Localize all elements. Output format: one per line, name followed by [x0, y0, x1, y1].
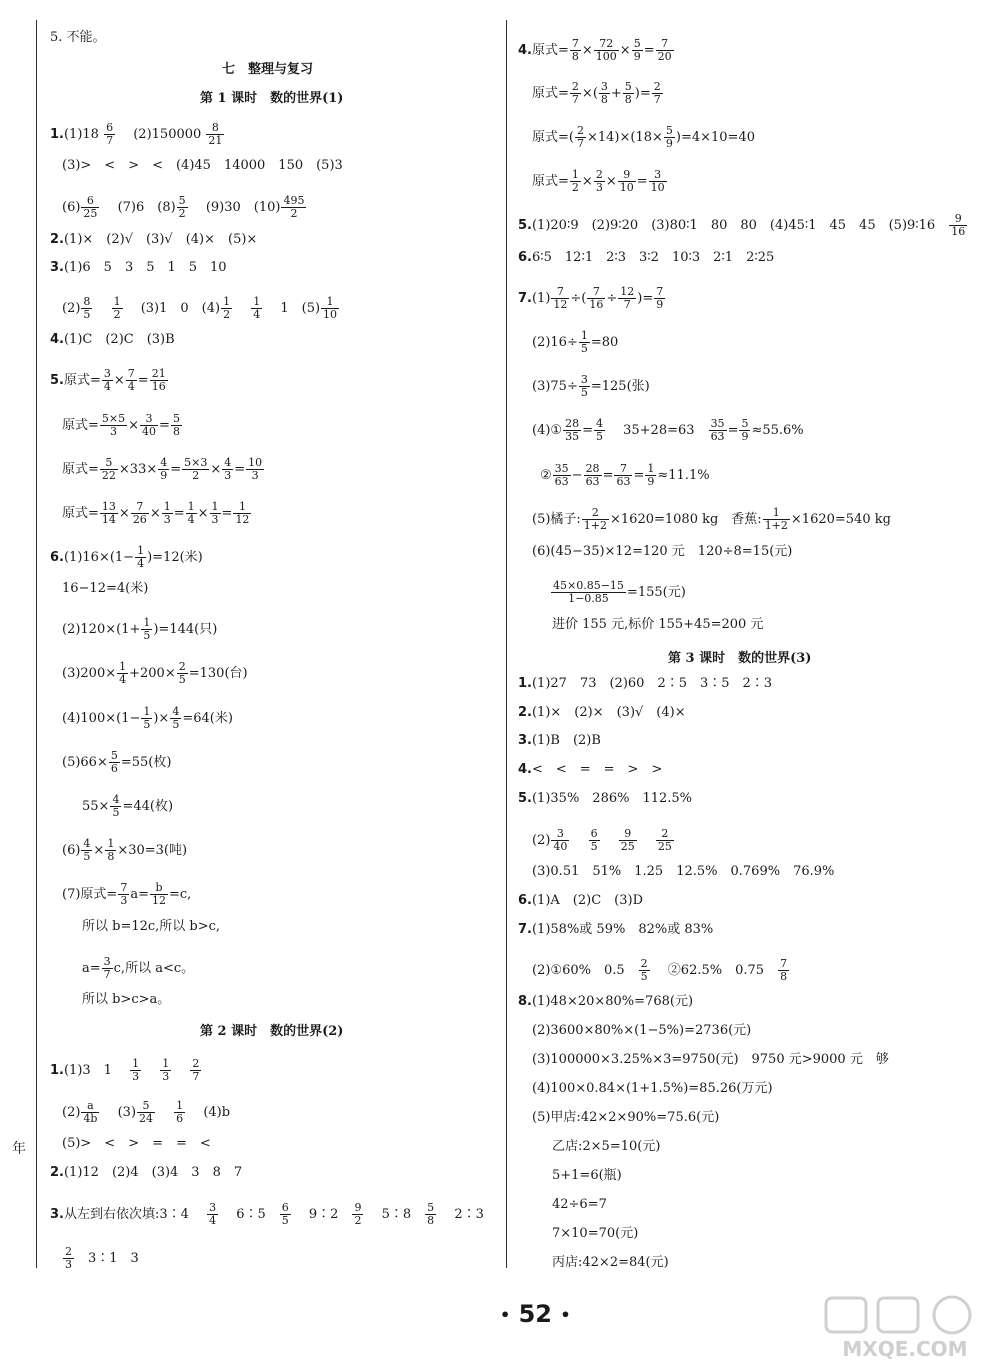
- fraction: $\frac{1}{2}$: [571, 168, 579, 194]
- l2-q3-line2: $\frac{2}{3}$ 3∶1 3: [65, 1245, 139, 1271]
- r-q4-line2: 原式= $\frac{2}{7}$ ×( $\frac{3}{8}$ + $\frac{5}{8}$ )= $\frac{2}{7}$: [532, 80, 661, 106]
- fraction: $\frac{495}{2}$: [283, 194, 305, 220]
- l3-q8-9: 7×10=70(元): [552, 1226, 639, 1241]
- fraction: $\frac{9}{25}$: [620, 827, 635, 853]
- fraction: $\frac{12}{7}$: [620, 285, 635, 311]
- left-margin-rule: [36, 20, 37, 1268]
- l2-q3-line1: 3.从左到右依次填:3∶4 $\frac{3}{4}$ 6∶5 $\frac{6}{5}$ 9∶2 $\frac{9}{2}$ 5∶8 $\frac{5}{8}$ 2∶3: [50, 1201, 484, 1227]
- fraction: $\frac{6}{25}$: [83, 194, 98, 220]
- fraction: $\frac{2}{7}$: [571, 80, 579, 106]
- fraction: $\frac{5}{2}$: [178, 194, 186, 220]
- fraction: $\frac{9}{2}$: [354, 1201, 362, 1227]
- fraction: $\frac{6}{5}$: [590, 827, 598, 853]
- fraction: $\frac{3}{10}$: [650, 168, 665, 194]
- fraction: $\frac{1}{12}$: [235, 500, 250, 526]
- fraction: $\frac{1}{5}$: [580, 329, 588, 355]
- fraction: $\frac{7}{20}$: [657, 37, 672, 63]
- top-answer-5: 5. 不能。: [50, 30, 106, 45]
- fraction: $\frac{2}{3}$: [65, 1245, 72, 1271]
- fraction: $\frac{1}{3}$: [211, 500, 219, 526]
- fraction: $\frac{4}{5}$: [595, 417, 603, 443]
- l3-q8-4: (4)100×0.84×(1+1.5%)=85.26(万元): [532, 1081, 773, 1096]
- l3-q8-5: (5)甲店:42×2×90%=75.6(元): [532, 1110, 720, 1125]
- fraction: $\frac{5}{8}$: [172, 412, 180, 438]
- fraction: $\frac{b}{12}$: [151, 881, 166, 907]
- l1-q6-7g: 所以 b>c>a。: [82, 992, 171, 1007]
- fraction: $\frac{1}{5}$: [143, 616, 151, 642]
- fraction: $\frac{2}{1+2}$: [583, 506, 608, 532]
- l1-q6-1c: 16−12=4(米): [62, 581, 149, 596]
- fraction: $\frac{4}{9}$: [160, 456, 168, 482]
- fraction: $\frac{7}{16}$: [589, 285, 604, 311]
- r-q7-4: (4)① $\frac{28}{35}$ = $\frac{4}{5}$ 35+28=63 $\frac{35}{63}$ = $\frac{5}{9}$ ≈55.6%: [532, 417, 804, 443]
- l1-q6-7d: 所以 b=12c,所以 b>c,: [82, 919, 221, 934]
- fraction: $\frac{1}{4}$: [119, 660, 127, 686]
- l1-q6-7e: a= $\frac{3}{7}$ c,所以 a<c。: [82, 955, 195, 981]
- fraction: $\frac{3}{40}$: [553, 827, 568, 853]
- l1-q1-line3: (6) $\frac{6}{25}$ (7)6 (8) $\frac{5}{2}$ (9)30 (10) $\frac{495}{2}$: [62, 194, 305, 220]
- fraction: $\frac{5}{24}$: [139, 1099, 154, 1125]
- fraction: $\frac{1}{5}$: [143, 705, 151, 731]
- fraction: $\frac{5}{6}$: [110, 749, 118, 775]
- l3-q8-3: (3)100000×3.25%×3=9750(元) 9750 元>9000 元 够: [532, 1052, 889, 1067]
- l1-q5-line4: 原式= $\frac{13}{14}$ × $\frac{7}{26}$ × $\frac{1}{3}$ = $\frac{1}{4}$ × $\frac{1}{3}$ = $\frac{1}{12}$: [62, 500, 250, 526]
- fraction: $\frac{5}{9}$: [633, 37, 641, 63]
- l1-q3-line1: 3.(1)6 5 3 5 1 5 10: [50, 260, 227, 275]
- fraction: $\frac{1}{9}$: [647, 462, 655, 488]
- l1-q6-6: (6) $\frac{4}{5}$ × $\frac{1}{8}$ ×30=3(吨): [62, 837, 188, 863]
- fraction: $\frac{6}{7}$: [106, 121, 114, 147]
- fraction: $\frac{2}{3}$: [595, 168, 603, 194]
- l1-q1-line2: (3)> < > < (4)45 14000 150 (5)3: [62, 158, 343, 173]
- fraction: $\frac{1}{2}$: [113, 295, 121, 321]
- fraction: $\frac{45\times 0.85-15}{1-0.85}$: [553, 579, 624, 605]
- l3-q8-7: 5+1=6(瓶): [552, 1168, 622, 1183]
- fraction: $\frac{3}{7}$: [103, 955, 111, 981]
- fraction: $\frac{35}{63}$: [554, 462, 569, 488]
- lesson3-title: 第 3 课时 数的世界(3): [668, 651, 812, 666]
- fraction: $\frac{7}{9}$: [656, 285, 664, 311]
- fraction: $\frac{1}{2}$: [223, 295, 231, 321]
- r-q7-6b: $\frac{45\times 0.85-15}{1-0.85}$ =155(元): [553, 579, 686, 605]
- fraction: $\frac{3}{5}$: [580, 373, 588, 399]
- l2-q1-line2: (2) $\frac{a}{4b}$ (3) $\frac{5}{24}$ $\frac{1}{6}$ (4)b: [62, 1099, 231, 1125]
- fraction: $\frac{28}{63}$: [585, 462, 600, 488]
- l1-q6-4: (4)100×(1− $\frac{1}{5}$ )× $\frac{4}{5}$ =64(米): [62, 705, 233, 731]
- l1-q6-5c: 55× $\frac{4}{5}$ =44(枚): [82, 793, 174, 819]
- l3-q8-2: (2)3600×80%×(1−5%)=2736(元): [532, 1023, 752, 1038]
- fraction: $\frac{1}{1+2}$: [764, 506, 788, 532]
- r-q7-2: (2)16÷ $\frac{1}{5}$ =80: [532, 329, 619, 355]
- l1-q4: 4.(1)C (2)C (3)B: [50, 332, 175, 347]
- l1-q6-2: (2)120×(1+ $\frac{1}{5}$ )=144(只): [62, 616, 218, 642]
- fraction: $\frac{5\times 5}{3}$: [101, 412, 126, 438]
- l3-q7-1: 7.(1)58%或 59% 82%或 83%: [518, 922, 714, 937]
- fraction: $\frac{2}{5}$: [178, 660, 186, 686]
- fraction: $\frac{5\times 3}{2}$: [184, 456, 208, 482]
- fraction: $\frac{7}{8}$: [571, 37, 579, 63]
- fraction: $\frac{5}{8}$: [624, 80, 632, 106]
- l3-q6: 6.(1)A (2)C (3)D: [518, 893, 643, 908]
- chapter-title: 七 整理与复习: [222, 62, 314, 77]
- l1-q6-7: (7)原式= $\frac{7}{3}$ a= $\frac{b}{12}$ =c,: [62, 881, 192, 907]
- fraction: $\frac{7}{3}$: [120, 881, 128, 907]
- l3-q8-1: 8.(1)48×20×80%=768(元): [518, 994, 694, 1009]
- fraction: $\frac{10}{3}$: [248, 456, 263, 482]
- l1-q6-5: (5)66× $\frac{5}{6}$ =55(枚): [62, 749, 172, 775]
- page-number: • 52 •: [500, 1300, 571, 1328]
- fraction: $\frac{7}{4}$: [127, 367, 135, 393]
- fraction: $\frac{8}{5}$: [83, 295, 91, 321]
- lesson1-title: 第 1 课时 数的世界(1): [200, 91, 344, 106]
- l1-q6-3: (3)200× $\frac{1}{4}$ +200× $\frac{2}{5}$ =130(台): [62, 660, 248, 686]
- fraction: $\frac{21}{16}$: [151, 367, 166, 393]
- fraction: $\frac{1}{3}$: [162, 1057, 170, 1083]
- fraction: $\frac{7}{12}$: [553, 285, 568, 311]
- fraction: $\frac{2}{7}$: [576, 124, 584, 150]
- fraction: $\frac{3}{40}$: [142, 412, 157, 438]
- fraction: $\frac{9}{16}$: [951, 212, 966, 238]
- r-q7-4d: ② $\frac{35}{63}$ − $\frac{28}{63}$ = $\frac{7}{63}$ = $\frac{1}{9}$ ≈11.1%: [540, 462, 710, 488]
- fraction: $\frac{35}{63}$: [710, 417, 725, 443]
- fraction: $\frac{72}{100}$: [595, 37, 617, 63]
- svg-text:MXQE.COM: MXQE.COM: [842, 1337, 968, 1361]
- fraction: $\frac{2}{7}$: [192, 1057, 200, 1083]
- fraction: $\frac{1}{10}$: [323, 295, 338, 321]
- fraction: $\frac{2}{25}$: [657, 827, 672, 853]
- fraction: $\frac{13}{14}$: [101, 500, 116, 526]
- l3-q2: 2.(1)× (2)× (3)√ (4)×: [518, 705, 686, 720]
- l3-q8-8: 42÷6=7: [552, 1197, 607, 1212]
- fraction: $\frac{1}{4}$: [137, 544, 145, 570]
- l1-q1-line1: 1.(1)18 $\frac{6}{7}$ (2)150000 $\frac{8}{21}$: [50, 121, 223, 147]
- fraction: $\frac{4}{5}$: [172, 705, 180, 731]
- fraction: $\frac{a}{4b}$: [83, 1099, 98, 1125]
- r-q4-line4: 原式= $\frac{1}{2}$ × $\frac{2}{3}$ × $\frac{9}{10}$ = $\frac{3}{10}$: [532, 168, 665, 194]
- fraction: $\frac{1}{3}$: [132, 1057, 140, 1083]
- l3-q1: 1.(1)27 73 (2)60 2∶5 3∶5 2∶3: [518, 676, 773, 691]
- r-q7-1: 7.(1) $\frac{7}{12}$ ÷( $\frac{7}{16}$ ÷ $\frac{12}{7}$ )= $\frac{7}{9}$: [518, 285, 664, 311]
- l1-q5-line1: 5.原式= $\frac{3}{4}$ × $\frac{7}{4}$ = $\frac{21}{16}$: [50, 367, 166, 393]
- fraction: $\frac{2}{7}$: [653, 80, 661, 106]
- fraction: $\frac{3}{8}$: [600, 80, 608, 106]
- r-q7-3: (3)75÷ $\frac{3}{5}$ =125(张): [532, 373, 650, 399]
- r-q4-line1: 4.原式= $\frac{7}{8}$ × $\frac{72}{100}$ × $\frac{5}{9}$ = $\frac{7}{20}$: [518, 37, 672, 63]
- fraction: $\frac{7}{8}$: [780, 957, 788, 983]
- fraction: $\frac{1}{4}$: [253, 295, 261, 321]
- fraction: $\frac{5}{9}$: [741, 417, 749, 443]
- fraction: $\frac{1}{3}$: [163, 500, 171, 526]
- l3-q8-10: 丙店:42×2=84(元): [552, 1255, 669, 1270]
- fraction: $\frac{3}{4}$: [103, 367, 111, 393]
- l1-q6-1: 6.(1)16×(1− $\frac{1}{4}$ )=12(米): [50, 544, 203, 570]
- fraction: $\frac{4}{5}$: [83, 837, 91, 863]
- l3-q3: 3.(1)B (2)B: [518, 733, 601, 748]
- l2-q2: 2.(1)12 (2)4 (3)4 3 8 7: [50, 1165, 243, 1180]
- fraction: $\frac{8}{21}$: [208, 121, 223, 147]
- r-q5: 5.(1)20∶9 (2)9∶20 (3)80∶1 80 80 (4)45∶1 45 45 (5)9∶16 $\frac{9}{16}$: [518, 212, 966, 238]
- l3-q4: 4.< < = = > >: [518, 762, 663, 777]
- l1-q5-line2: 原式= $\frac{5\times 5}{3}$ × $\frac{3}{40}$ = $\frac{5}{8}$: [62, 412, 180, 438]
- side-label: 年: [12, 1141, 26, 1157]
- r-q7-6: (6)(45−35)×12=120 元 120÷8=15(元): [532, 544, 793, 559]
- fraction: $\frac{1}{6}$: [176, 1099, 184, 1125]
- l3-q8-6: 乙店:2×5=10(元): [552, 1139, 661, 1154]
- l1-q5-line3: 原式= $\frac{5}{22}$ ×33× $\frac{4}{9}$ = $\frac{5\times 3}{2}$ × $\frac{4}{3}$ = $\frac{10}{3}$: [62, 456, 263, 482]
- watermark-logo: [820, 1292, 990, 1364]
- fraction: $\frac{5}{8}$: [427, 1201, 435, 1227]
- l3-q5-3: (3)0.51 51% 1.25 12.5% 0.769% 76.9%: [532, 864, 835, 879]
- fraction: $\frac{2}{5}$: [640, 957, 648, 983]
- fraction: $\frac{7}{26}$: [132, 500, 147, 526]
- fraction: $\frac{1}{8}$: [107, 837, 115, 863]
- fraction: $\frac{7}{63}$: [616, 462, 631, 488]
- fraction: $\frac{5}{9}$: [665, 124, 673, 150]
- l3-q5-2: (2) $\frac{3}{40}$ $\frac{6}{5}$ $\frac{9}{25}$ $\frac{2}{25}$: [532, 827, 672, 853]
- l1-q2: 2.(1)× (2)√ (3)√ (4)× (5)×: [50, 232, 258, 247]
- l2-q1-line3: (5)> < > = = <: [62, 1136, 211, 1151]
- fraction: $\frac{9}{10}$: [619, 168, 634, 194]
- r-q7-5: (5)橘子: $\frac{2}{1+2}$ ×1620=1080 kg 香蕉: $\frac{1}{1+2}$ ×1620=540 kg: [532, 506, 891, 532]
- l1-q3-line2: (2) $\frac{8}{5}$ $\frac{1}{2}$ (3)1 0 (4) $\frac{1}{2}$ $\frac{1}{4}$ 1 (5) $\frac{1}{10}$: [62, 295, 338, 321]
- fraction: $\frac{4}{3}$: [224, 456, 232, 482]
- r-q6: 6.6∶5 12∶1 2∶3 3∶2 10∶3 2∶1 2∶25: [518, 250, 775, 265]
- fraction: $\frac{4}{5}$: [112, 793, 120, 819]
- lesson2-title: 第 2 课时 数的世界(2): [200, 1024, 344, 1039]
- fraction: $\frac{1}{4}$: [187, 500, 195, 526]
- fraction: $\frac{28}{35}$: [565, 417, 580, 443]
- l3-q5-1: 5.(1)35% 286% 112.5%: [518, 791, 693, 806]
- r-q7-6c: 进价 155 元,标价 155+45=200 元: [552, 617, 764, 632]
- l2-q1-line1: 1.(1)3 1 $\frac{1}{3}$ $\frac{1}{3}$ $\frac{2}{7}$: [50, 1057, 200, 1083]
- column-divider: [506, 20, 507, 1268]
- r-q4-line3: 原式=( $\frac{2}{7}$ ×14)×(18× $\frac{5}{9}$ )=4×10=40: [532, 124, 755, 150]
- fraction: $\frac{6}{5}$: [281, 1201, 289, 1227]
- l3-q7-2: (2)①60% 0.5 $\frac{2}{5}$ ②62.5% 0.75 $\frac{7}{8}$: [532, 957, 788, 983]
- fraction: $\frac{3}{4}$: [209, 1201, 217, 1227]
- fraction: $\frac{5}{22}$: [101, 456, 116, 482]
